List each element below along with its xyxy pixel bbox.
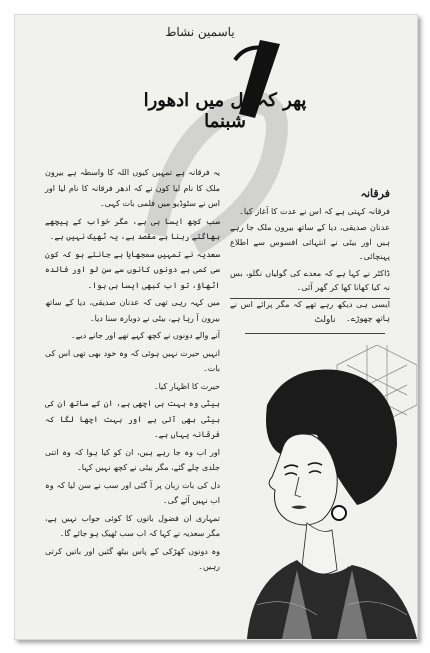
magazine-page (14, 14, 418, 640)
article-byline: یاسمین نشاط (165, 25, 235, 39)
left-paragraph: سب کچھ ایسا ہی ہے، مگر خواب کے پیچھے بھاگتے رہنا بے مقصد ہے، یہ ٹھیک نہیں ہے۔ (45, 216, 220, 241)
left-paragraph: وہ دونوں کھڑکی کے پاس بیٹھ گئیں اور باتیں کرتی رہیں۔ (45, 546, 220, 571)
right-paragraph: عدنان صدیقی، دیا کے ساتھ بیرون ملک جا رہے ہیں اور بیٹی نے انتہائی افسوس سے اطلاع پہنچائی۔ (230, 222, 390, 261)
article-title: پھر کہ دل میں ادھورا شبنما (143, 90, 307, 132)
left-paragraph: یہ فرقانہ ہے تمہیں کیوں اللہ کا واسطہ ہے بیرون ملک کا نام لیا کون نے کہ ادھر فرقانہ کا نام لیا اور اس نے سٹوڈیو میں فلمی بات کہی۔ (45, 168, 220, 208)
right-paragraph: ایسی ہی دیکھ رہے تھے کہ مگر پرائے اس نے ہاتھ چھوڑے۔ (230, 298, 390, 323)
genre-label: ناولٹ (314, 315, 336, 325)
left-text-column (45, 165, 220, 577)
woman-portrait-illustration (227, 345, 417, 639)
divider-rule (230, 298, 390, 299)
left-paragraph: دل کی بات زبان پر آ گئی اور سب نے سن لیا کہ وہ اب نہیں آئے گی۔ (45, 480, 220, 505)
left-paragraph: تمہاری ان فضول باتوں کا کوئی جواب نہیں ہے، مگر سعدیہ نے کہا کہ اب سب ٹھیک ہو جائے گا۔ (45, 513, 220, 538)
right-text-column (230, 187, 390, 328)
right-paragraph: فرقانہ کہتی ہے کہ اس نے عدت کا آغاز کیا۔ (239, 205, 390, 216)
left-paragraph: اور اب وہ جا رہے ہیں، ان کو کیا ہوا کہ وہ اتنی جلدی چلے گئے، مگر بیٹی نے کچھ نہیں کہا۔ (45, 447, 220, 472)
right-paragraph: ڈاکٹر نے کہا ہے کہ معدے کی گولیاں نگلو، بس نہ کیا کھانا کھا کر گھر آئی۔ (230, 267, 390, 292)
left-paragraph: حیرت کا اظہار کیا۔ (153, 381, 220, 391)
lead-word: فرقانہ (360, 187, 390, 200)
divider-rule (245, 333, 385, 334)
left-paragraph: میں کہہ رہی تھی کہ عدنان صدیقی، دیا کے ساتھ بیرون آ رہا ہے، بیٹی نے دوبارہ سنا دیا۔ (45, 298, 220, 323)
left-paragraph: سعدیہ نے تمہیں سمجھایا ہے جانتے ہو کہ کون سی کمی ہے دونوں کانوں سے سن لو اور فائدہ اٹھاؤ، تو اب کبھی ایسا ہی ہوا۔ (45, 249, 220, 290)
left-paragraph: آنے والے دونوں نے کچھ کہے تھے اور جانے دیے۔ (70, 331, 220, 340)
right-paragraph-lead (230, 187, 390, 202)
left-paragraph: انہیں حیرت نہیں ہوئی کہ وہ خود بھی تھی اس کی بات۔ (45, 348, 220, 373)
left-paragraph: بیٹی وہ بہت ہی اچھی ہے، ان کے ساتھ ان کی بیٹی بھی آئی ہے اور بہت اچھا لگا کہ فرقانہ یہاں ہے۔ (45, 399, 220, 439)
